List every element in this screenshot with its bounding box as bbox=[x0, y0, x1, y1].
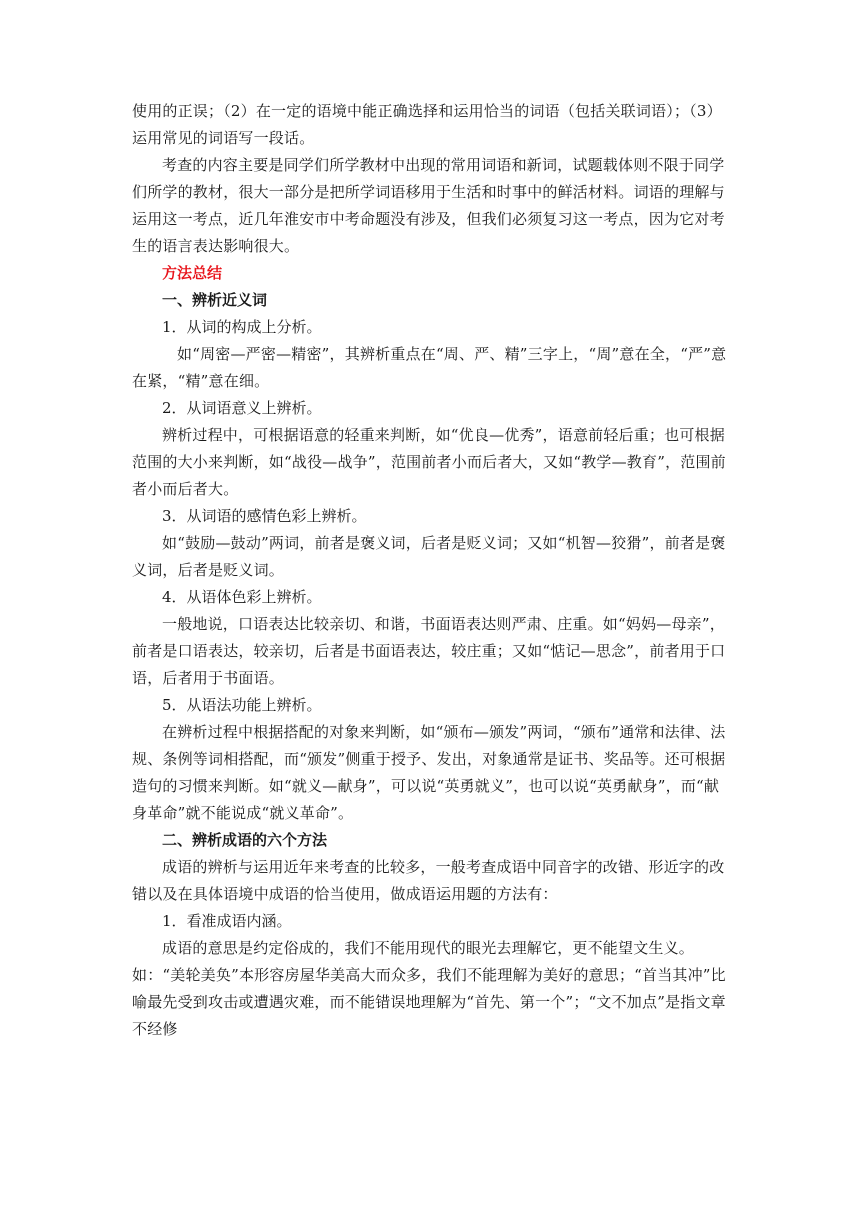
numbered-item: 4．从语体色彩上辨析。 bbox=[162, 588, 322, 606]
numbered-item: 1．看准成语内涵。 bbox=[162, 912, 292, 930]
paragraph: 一般地说，口语表达比较亲切、和谐，书面语表达则严肃、庄重。如“妈妈—母亲”，前者是口语表达，较亲切，后者是书面语表达，较庄重；又如“惦记—思念”，前者用于口语，后者用于书面语。 bbox=[132, 615, 726, 687]
numbered-item: 3．从词语的感情色彩上辨析。 bbox=[162, 507, 367, 525]
numbered-item: 1．从词的构成上分析。 bbox=[162, 318, 322, 336]
numbered-item: 2．从词语意义上辨析。 bbox=[162, 399, 322, 417]
paragraph: 使用的正误；（2）在一定的语境中能正确选择和运用恰当的词语（包括关联词语）；（3）运用常见的词语写一段话。 bbox=[132, 102, 722, 147]
section-heading-idioms: 二、辨析成语的六个方法 bbox=[162, 831, 328, 849]
paragraph: 如“周密—严密—精密”，其辨析重点在“周、严、精”三字上，“周”意在全，“严”意在紧，“精”意在细。 bbox=[132, 345, 727, 390]
numbered-item: 5．从语法功能上辨析。 bbox=[162, 696, 322, 714]
paragraph: 如“鼓励—鼓动”两词，前者是褒义词，后者是贬义词；又如“机智—狡猾”，前者是褒义词，后者是贬义词。 bbox=[132, 534, 726, 579]
paragraph: 成语的辨析与运用近年来考查的比较多，一般考查成语中同音字的改错、形近字的改错以及在具体语境中成语的恰当使用，做成语运用题的方法有： bbox=[132, 858, 725, 903]
section-heading-method-summary: 方法总结 bbox=[162, 264, 223, 282]
paragraph: 在辨析过程中根据搭配的对象来判断，如“颁布—颁发”两词，“颁布”通常和法律、法规、条例等词相搭配，而“颁发”侧重于授予、发出，对象通常是证书、奖品等。还可根据造句的习惯来判断。如“就义—献身”，可以说“英勇就义”，也可以说“英勇献身”，而“献身革命”就不能说成“就义革命”。 bbox=[132, 723, 726, 822]
paragraph: 辨析过程中，可根据语意的轻重来判断，如“优良—优秀”，语意前轻后重；也可根据范围的大小来判断，如“战役—战争”，范围前者小而后者大，又如“教学—教育”，范围前者小而后者大。 bbox=[132, 426, 726, 498]
section-heading-synonyms: 一、辨析近义词 bbox=[162, 291, 268, 309]
paragraph: 考查的内容主要是同学们所学教材中出现的常用词语和新词，试题载体则不限于同学们所学的教材，很大一部分是把所学词语移用于生活和时事中的鲜活材料。词语的理解与运用这一考点，近几年淮安市中考命题没有涉及，但我们必须复习这一考点，因为它对考生的语言表达影响很大。 bbox=[132, 156, 725, 255]
paragraph: 成语的意思是约定俗成的，我们不能用现代的眼光去理解它，更不能望文生义。如：“美轮美奂”本形容房屋华美高大而众多，我们不能理解为美好的意思；“首当其冲”比喻最先受到攻击或遭遇灾难，而不能错误地理解为“首先、第一个”；“文不加点”是指文章不经修 bbox=[132, 939, 726, 1038]
